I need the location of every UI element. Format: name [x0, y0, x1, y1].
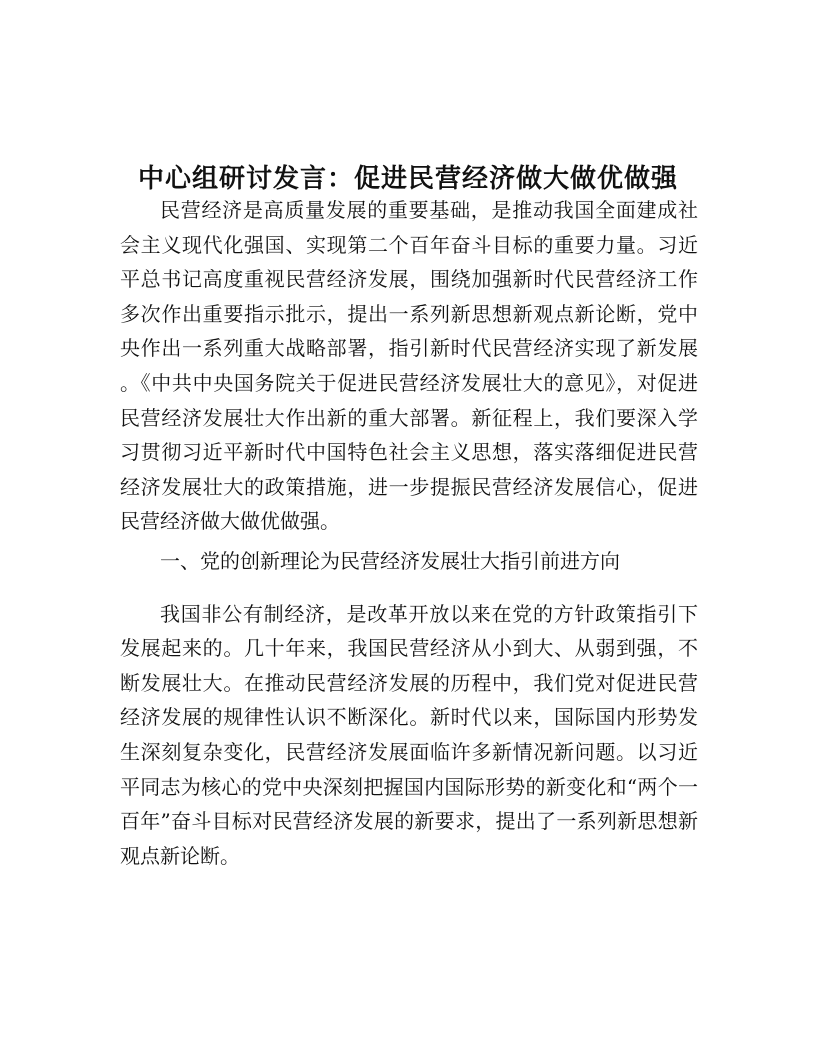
- section-heading-1: 一、党的创新理论为民营经济发展壮大指引前进方向: [160, 548, 620, 573]
- document-title: 中心组研讨发言：促进民营经济做大做优做强: [137, 164, 678, 195]
- section-1-paragraph: 我国非公有制经济，是改革开放以来在党的方针政策指引下发展起来的。几十年来，我国民营经济从小到大、从弱到强，不断发展壮大。在推动民营经济发展的历程中，我们党对促进民营经济发展的规律性认识不断深化。新时代以来，国际国内形势发生深刻复杂变化，民营经济发展面临许多新情况新问题。以习近平同志为核心的党中央深刻把握国内国际形势的新变化和“两个一百年”奋斗目标对民营经济发展的新要求，提出了一系列新思想新观点新论断。: [120, 601, 698, 868]
- document-body: [120, 193, 698, 873]
- intro-paragraph: 民营经济是高质量发展的重要基础，是推动我国全面建成社会主义现代化强国、实现第二个百年奋斗目标的重要力量。习近平总书记高度重视民营经济发展，围绕加强新时代民营经济工作多次作出重要指示批示，提出一系列新思想新观点新论断，党中央作出一系列重大战略部署，指引新时代民营经济实现了新发展。《中共中央国务院关于促进民营经济发展壮大的意见》，对促进民营经济发展壮大作出新的重大部署。新征程上，我们要深入学习贯彻习近平新时代中国特色社会主义思想，落实落细促进民营经济发展壮大的政策措施，进一步提振民营经济发展信心，促进民营经济做大做优做强。: [120, 198, 698, 534]
